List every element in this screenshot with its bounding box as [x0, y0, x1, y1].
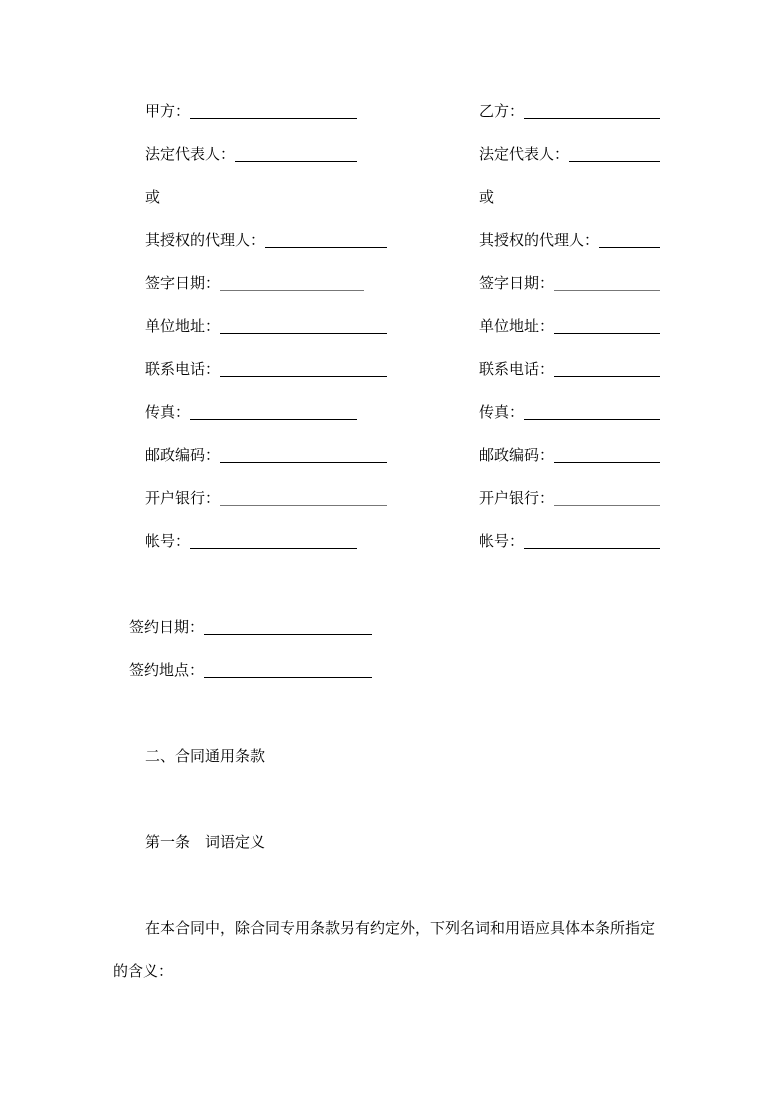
party-a-name-line[interactable] — [190, 118, 357, 119]
party-a-name-label: 甲方： — [145, 102, 191, 120]
party-a-fax-line[interactable] — [190, 419, 357, 420]
party-b-account-line[interactable] — [524, 548, 660, 549]
party-b-name-label: 乙方： — [479, 102, 525, 120]
party-b-bank-line[interactable] — [554, 505, 660, 506]
signing-place-label: 签约地点： — [129, 661, 205, 679]
party-b-name-line[interactable] — [524, 118, 660, 119]
section-title: 二、合同通用条款 — [145, 747, 266, 765]
party-a-agent-line[interactable] — [265, 247, 387, 248]
paragraph-line-1: 在本合同中，除合同专用条款另有约定外，下列名词和用语应具体本条所指定 — [145, 919, 656, 937]
party-a-bank-line[interactable] — [220, 505, 387, 506]
article-title: 第一条 词语定义 — [145, 833, 266, 851]
party-a-or-label: 或 — [145, 188, 161, 206]
party-a-address-line[interactable] — [220, 333, 387, 334]
party-a-bank-label: 开户银行： — [145, 489, 221, 507]
party-b-rep-label: 法定代表人： — [479, 145, 570, 163]
party-b-sign-date-line[interactable] — [554, 290, 660, 291]
party-b-address-line[interactable] — [554, 333, 660, 334]
party-a-rep-line[interactable] — [235, 161, 357, 162]
party-b-postcode-line[interactable] — [554, 462, 660, 463]
party-b-fax-line[interactable] — [524, 419, 660, 420]
party-a-postcode-label: 邮政编码： — [145, 446, 221, 464]
party-a-account-label: 帐号： — [145, 532, 191, 550]
party-b-address-label: 单位地址： — [479, 317, 555, 335]
signing-date-line[interactable] — [204, 634, 372, 635]
party-b-agent-label: 其授权的代理人： — [479, 231, 600, 249]
party-a-account-line[interactable] — [190, 548, 357, 549]
party-a-phone-label: 联系电话： — [145, 360, 221, 378]
party-a-rep-label: 法定代表人： — [145, 145, 236, 163]
party-a-fax-label: 传真： — [145, 403, 191, 421]
party-b-account-label: 帐号： — [479, 532, 525, 550]
party-b-bank-label: 开户银行： — [479, 489, 555, 507]
paragraph-line-2: 的含义： — [113, 962, 174, 980]
party-b-agent-line[interactable] — [599, 247, 660, 248]
signing-place-line[interactable] — [204, 677, 372, 678]
party-b-or-label: 或 — [479, 188, 495, 206]
signing-date-label: 签约日期： — [129, 618, 205, 636]
party-b-postcode-label: 邮政编码： — [479, 446, 555, 464]
party-b-rep-line[interactable] — [569, 161, 660, 162]
party-a-agent-label: 其授权的代理人： — [145, 231, 266, 249]
party-b-fax-label: 传真： — [479, 403, 525, 421]
party-a-address-label: 单位地址： — [145, 317, 221, 335]
party-a-phone-line[interactable] — [220, 376, 387, 377]
party-a-sign-date-label: 签字日期： — [145, 274, 221, 292]
party-b-phone-label: 联系电话： — [479, 360, 555, 378]
party-a-sign-date-line[interactable] — [220, 290, 364, 291]
party-b-phone-line[interactable] — [554, 376, 660, 377]
party-a-postcode-line[interactable] — [220, 462, 387, 463]
party-b-sign-date-label: 签字日期： — [479, 274, 555, 292]
